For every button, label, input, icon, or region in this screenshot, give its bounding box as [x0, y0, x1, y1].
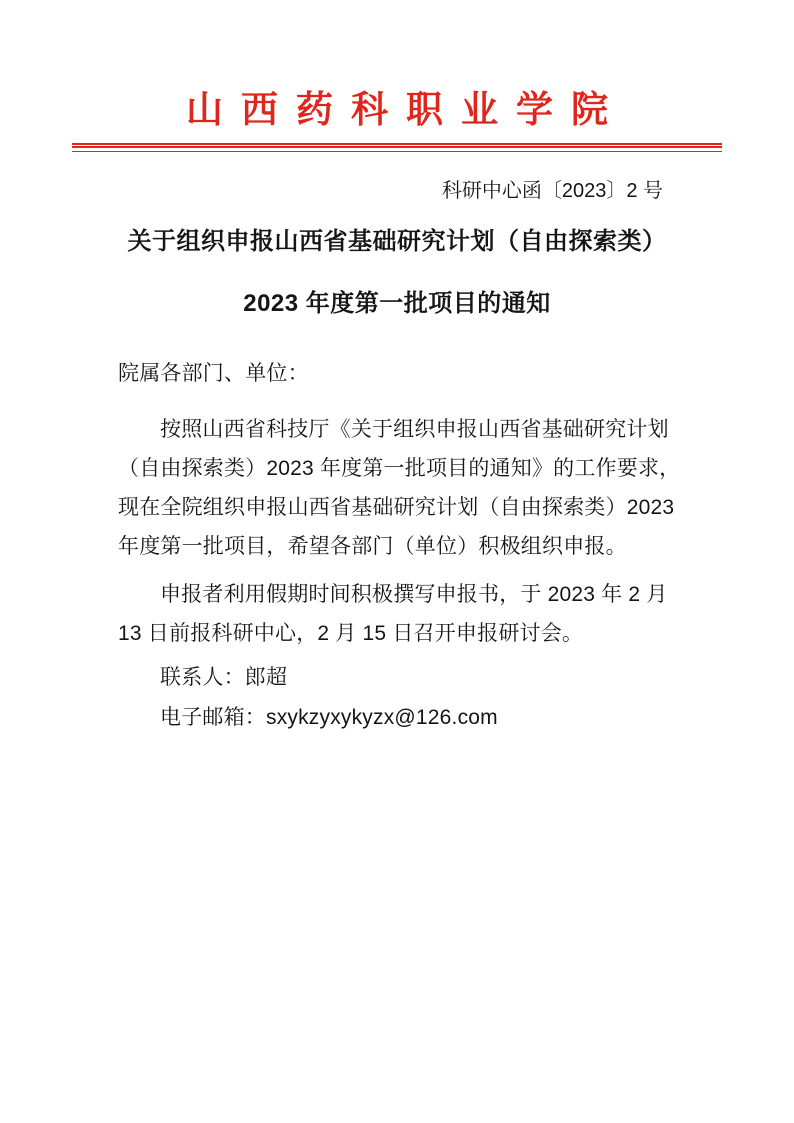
letterhead — [0, 0, 794, 130]
salutation: 院属各部门、单位： — [118, 362, 309, 385]
body-line: 年度第一批项目，希望各部门（单位）积极组织申报。 — [118, 535, 627, 558]
paragraph-2 — [118, 575, 680, 653]
separator-line-bottom — [72, 151, 722, 152]
body-line: 申报者利用假期时间积极撰写申报书，于 2023 年 2 月 — [160, 583, 668, 606]
body-line: 按照山西省科技厅《关于组织申报山西省基础研究计划 — [160, 418, 669, 441]
document-number: 科研中心函〔2023〕2 号 — [441, 180, 663, 202]
contact-email-line: 电子邮箱：sxykzyxykyzx@126.com — [160, 706, 498, 729]
contact-person-line: 联系人：郎超 — [160, 666, 288, 689]
notice-title-line-2: 2023 年度第一批项目的通知 — [243, 290, 551, 317]
body-line: （自由探索类）2023 年度第一批项目的通知》的工作要求， — [118, 457, 681, 480]
notice-title-line-1: 关于组织申报山西省基础研究计划（自由探索类） — [127, 228, 667, 255]
contact-info — [118, 658, 680, 738]
body-line: 现在全院组织申报山西省基础研究计划（自由探索类）2023 — [118, 496, 675, 519]
institution-name: 山西药科职业学院 — [186, 89, 626, 130]
paragraph-1 — [118, 410, 680, 566]
body-line: 13 日前报科研中心，2 月 15 日召开申报研讨会。 — [118, 622, 584, 645]
notice-body — [0, 354, 794, 738]
red-separator-rule — [72, 143, 722, 152]
